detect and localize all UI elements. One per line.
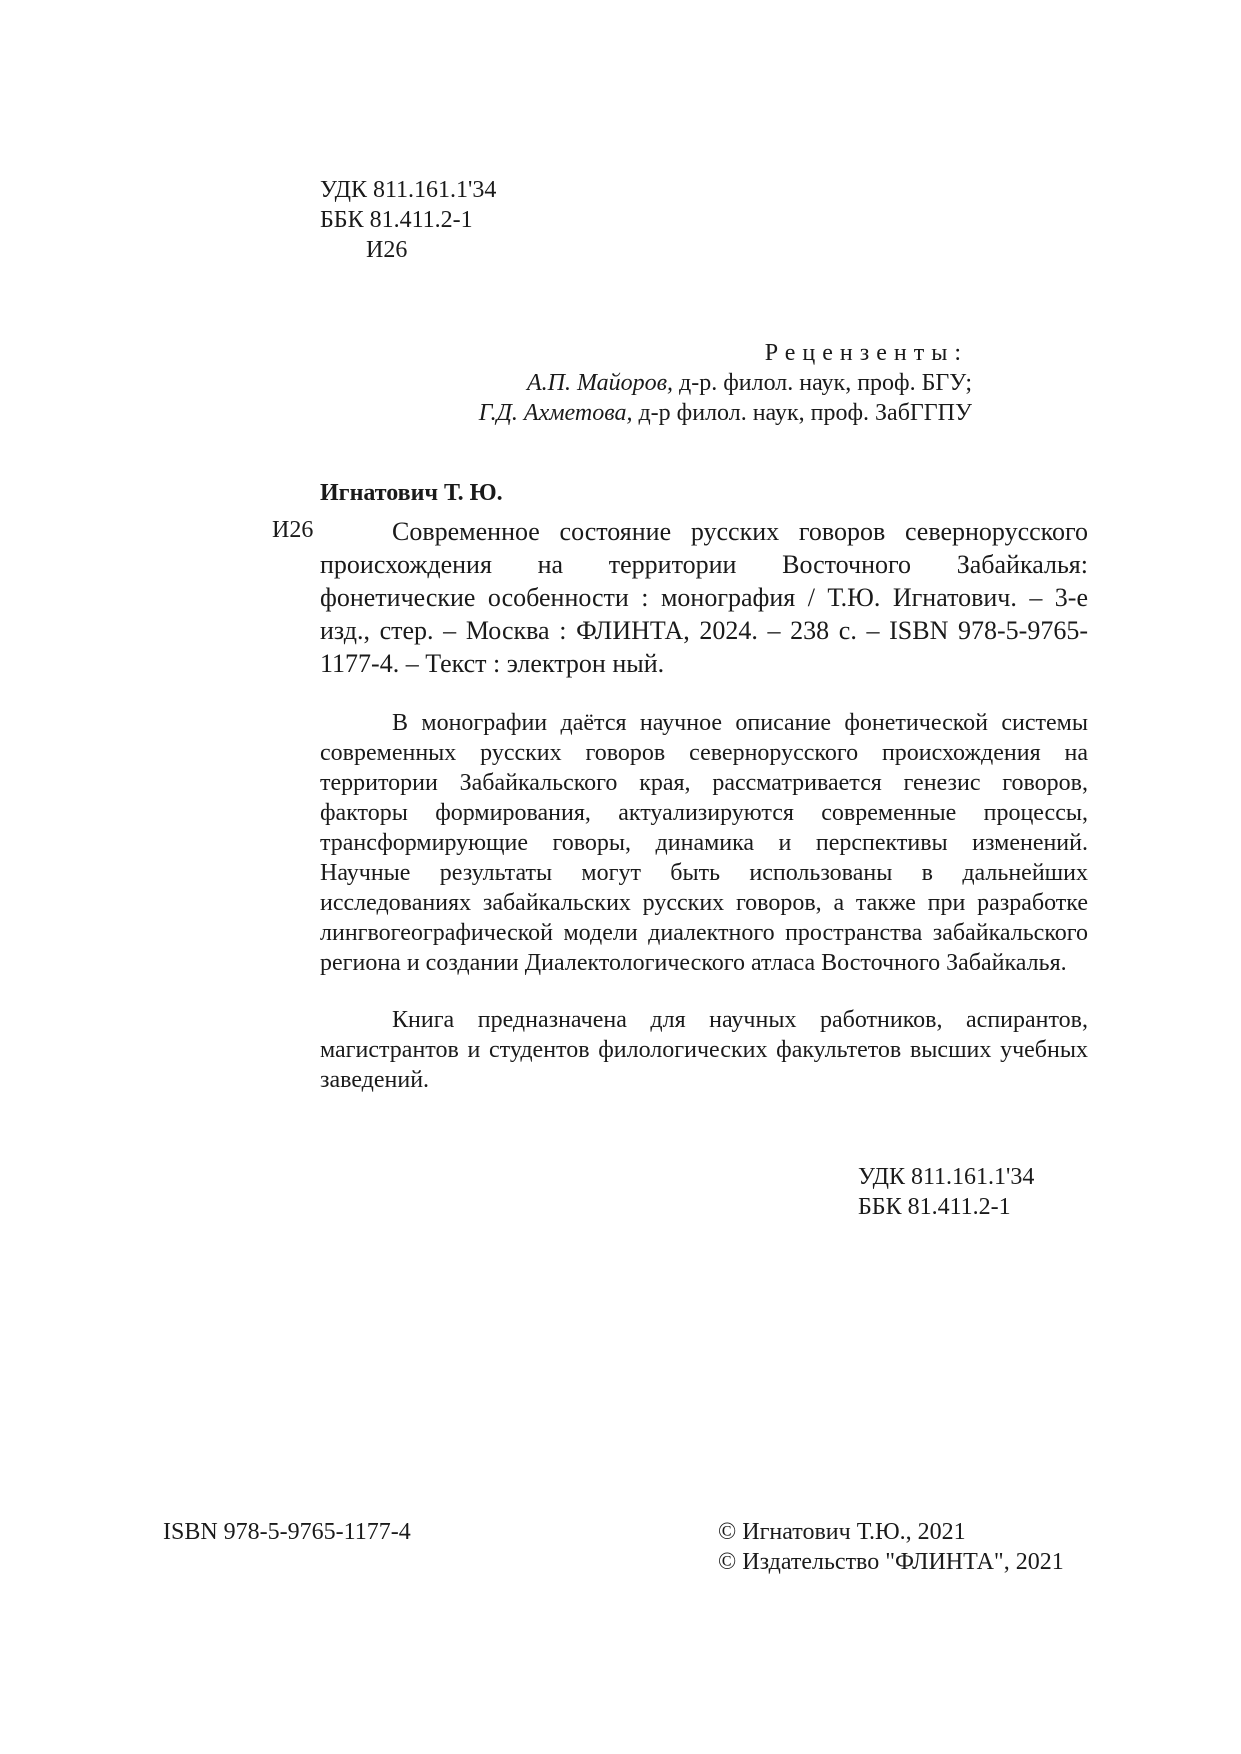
reviewer-2-name: Г.Д. Ахметова, xyxy=(478,400,633,426)
annotation-paragraph-1 xyxy=(320,708,1088,978)
copyright-author: © Игнатович Т.Ю., 2021 xyxy=(718,1519,966,1545)
copyright-block xyxy=(718,1517,1064,1577)
reviewers-heading: Рецензенты: xyxy=(764,340,968,366)
reviewer-2 xyxy=(440,398,972,428)
author-sign: И26 xyxy=(366,237,408,263)
top-classification-codes xyxy=(320,175,496,265)
reviewer-1-name: А.П. Майоров, xyxy=(526,370,674,396)
annotation-paragraph-2 xyxy=(320,1005,1088,1095)
annotation-text: Книга предназначена для научных работников, аспирантов, магистрантов и студентов филологических факультетов высших учебных заведений. xyxy=(320,1007,1088,1093)
reviewer-1 xyxy=(440,368,972,398)
reviewers-block xyxy=(440,338,972,428)
entry-code: И26 xyxy=(272,517,314,543)
bottom-classification-codes xyxy=(858,1162,1034,1222)
udk-code: УДК 811.161.1'34 xyxy=(858,1164,1035,1190)
copyright-publisher: © Издательство "ФЛИНТА", 2021 xyxy=(718,1549,1064,1575)
annotation-text: В монографии даётся научное описание фонетической системы современных русских говоров севернорусского происхождения на территории Забайкальского края, рассматривается генезис говоров, факторы формирования, актуализируются современные процессы, трансформирующие говоры, динамика и перспективы изменений. Научные результаты могут быть использованы в дальнейших исследованиях забайкальских русских говоров, а также при разработке лингвогеографической модели диалектного пространства забайкальского региона и создании Диалектологического атласа Восточного Забайкалья. xyxy=(320,710,1088,976)
bibliographic-description: Современное состояние русских говоров севернорусского происхождения на территории Восточного Забайкалья: фонетические особенности : монография / Т.Ю. Игнатович. – 3-е изд., стер. – Москва : ФЛИНТА, 2024. – 238 с. – ISBN 978-5-9765-1177-4. – Текст : электрон ный. xyxy=(320,517,1088,678)
bbk-code: ББК 81.411.2-1 xyxy=(320,207,473,233)
author-name: Игнатович Т. Ю. xyxy=(320,480,503,506)
isbn: ISBN 978-5-9765-1177-4 xyxy=(163,1519,411,1545)
bbk-code: ББК 81.411.2-1 xyxy=(858,1194,1011,1220)
reviewer-1-details: д-р. филол. наук, проф. БГУ; xyxy=(673,370,972,396)
udk-code: УДК 811.161.1'34 xyxy=(320,177,497,203)
reviewer-2-details: д-р филол. наук, проф. ЗабГГПУ xyxy=(632,400,972,426)
